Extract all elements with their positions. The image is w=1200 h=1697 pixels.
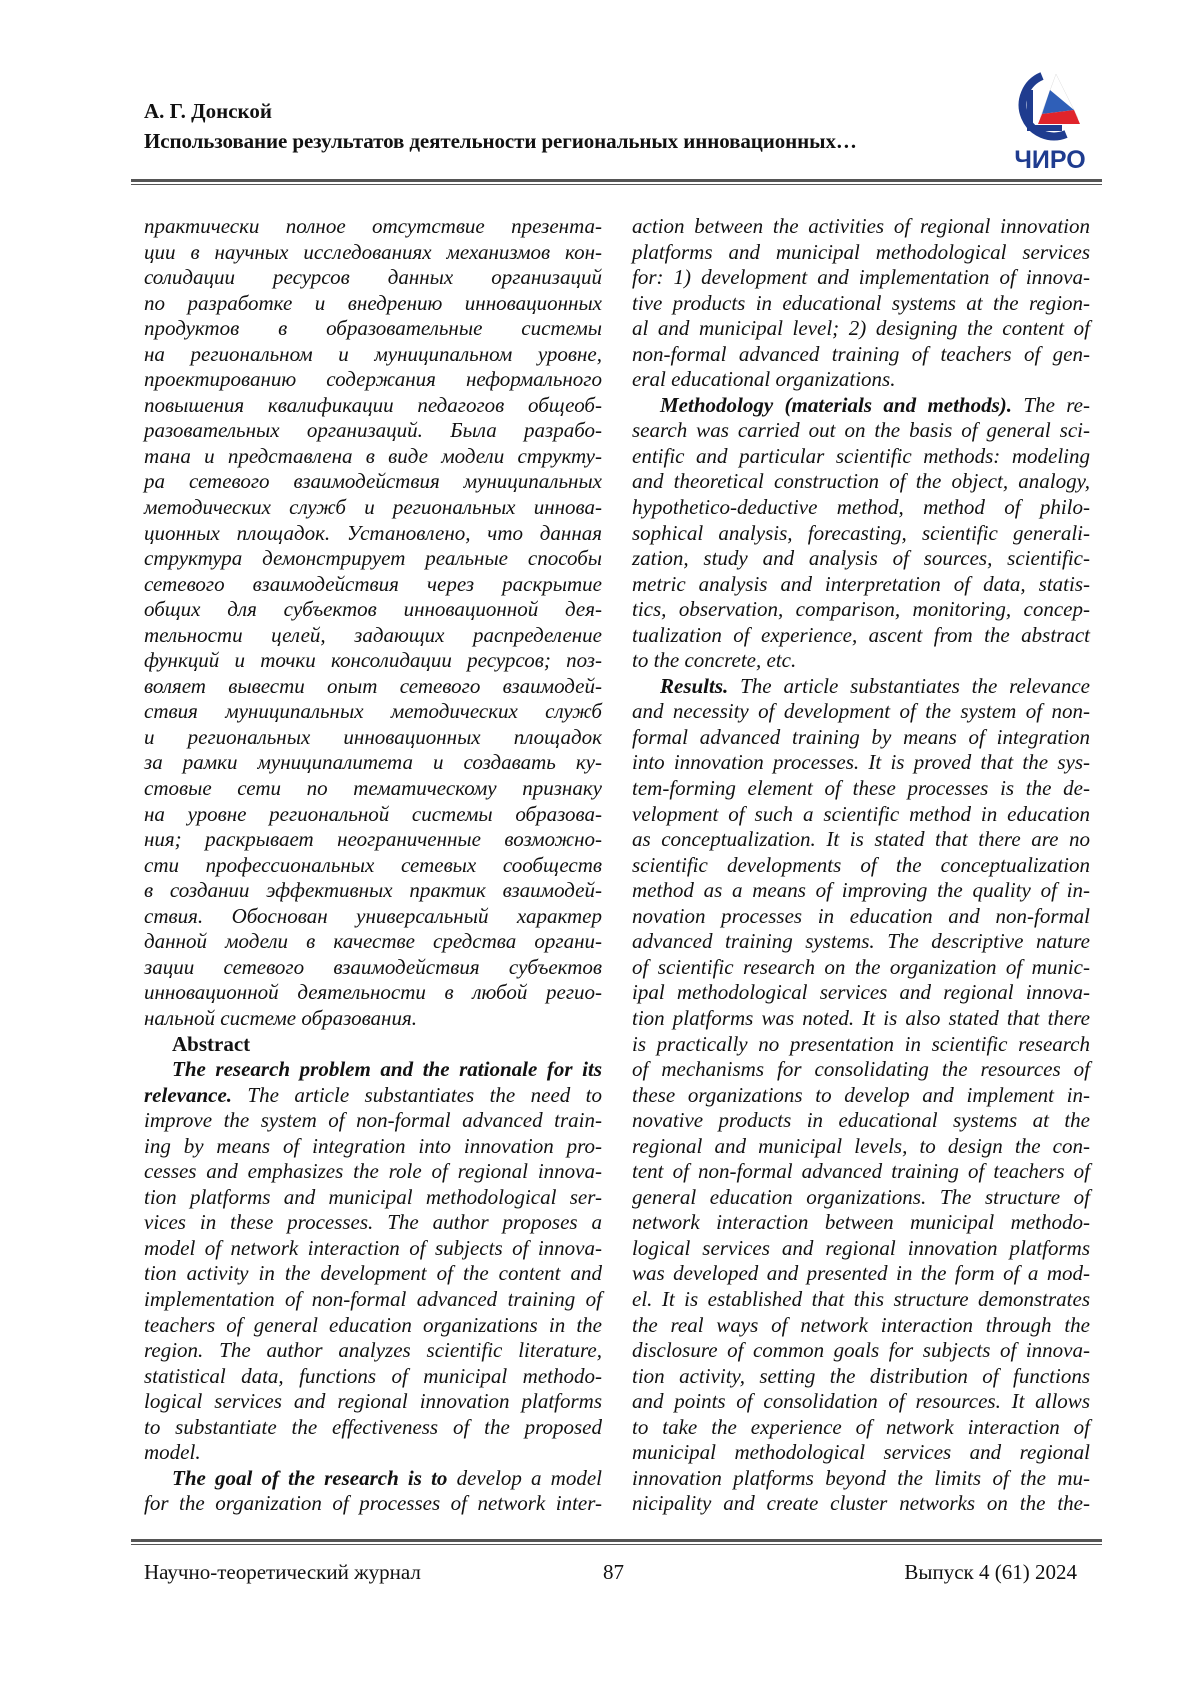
text-line xyxy=(632,1261,1090,1287)
text-run: методических служб и региональных иннова- xyxy=(144,495,602,519)
text-line xyxy=(632,648,1090,674)
text-line xyxy=(144,1185,602,1211)
text-line xyxy=(632,342,1090,368)
text-run: non-formal advanced training of teachers of gen- xyxy=(632,342,1090,366)
text-line xyxy=(144,1236,602,1262)
bold-lead-in: Methodology (materials and methods). xyxy=(660,393,1012,417)
bold-lead-in: The goal of the research is to xyxy=(172,1466,447,1490)
text-line xyxy=(632,929,1090,955)
text-run: municipal methodological services and regional xyxy=(632,1440,1090,1464)
text-line xyxy=(632,1491,1090,1517)
text-line xyxy=(144,1287,602,1313)
text-line xyxy=(144,1159,602,1185)
text-run: network interaction between municipal methodo- xyxy=(632,1210,1090,1234)
text-run: тельности целей, задающих распределение xyxy=(144,623,602,647)
text-line xyxy=(632,214,1090,240)
text-line xyxy=(632,1313,1090,1339)
text-run: воляет вывести опыт сетевого взаимодей- xyxy=(144,674,602,698)
text-line xyxy=(632,572,1090,598)
text-line xyxy=(144,418,602,444)
text-line xyxy=(144,367,602,393)
text-run: is practically no presentation in scientific research xyxy=(632,1032,1090,1056)
text-run: hypothetico-deductive method, method of philo- xyxy=(632,495,1090,519)
text-line xyxy=(144,1006,602,1032)
text-run: for: 1) development and implementation of innova- xyxy=(632,265,1090,289)
text-run: tualization of experience, ascent from the abstract xyxy=(632,623,1090,647)
text-line xyxy=(144,853,602,879)
text-line xyxy=(144,546,602,572)
text-run: to take the experience of network interaction of xyxy=(632,1415,1090,1439)
text-run: ствия. Обоснован универсальный характер xyxy=(144,904,602,928)
text-run: стовые сети по тематическому признаку xyxy=(144,776,602,800)
text-line xyxy=(632,316,1090,342)
text-line xyxy=(632,776,1090,802)
text-run: velopment of such a scientific method in education xyxy=(632,802,1090,826)
text-line xyxy=(144,904,602,930)
text-run: general education organizations. The structure of xyxy=(632,1185,1090,1209)
text-line xyxy=(632,1236,1090,1262)
text-line xyxy=(144,699,602,725)
text-line xyxy=(144,1134,602,1160)
text-run: практически полное отсутствие презента- xyxy=(144,214,602,238)
text-line xyxy=(632,904,1090,930)
text-line xyxy=(144,316,602,342)
text-run: в создании эффективных практик взаимодей- xyxy=(144,878,602,902)
text-run: проектированию содержания неформального xyxy=(144,367,602,391)
text-line xyxy=(144,469,602,495)
text-run: formal advanced training by means of integration xyxy=(632,725,1090,749)
text-line xyxy=(144,240,602,266)
text-line xyxy=(144,750,602,776)
text-line xyxy=(632,1415,1090,1441)
text-run: develop a model xyxy=(447,1466,602,1490)
text-line xyxy=(632,240,1090,266)
text-run: сти профессиональных сетевых сообществ xyxy=(144,853,602,877)
text-run: zation, study and analysis of sources, scientific- xyxy=(632,546,1090,570)
text-run: logical services and regional innovation platforms xyxy=(144,1389,602,1413)
text-run: these organizations to develop and implement in- xyxy=(632,1083,1090,1107)
text-run: region. The author analyzes scientific literature, xyxy=(144,1338,602,1362)
text-line xyxy=(144,1389,602,1415)
text-line xyxy=(632,393,1090,419)
text-run: statistical data, functions of municipal methodo- xyxy=(144,1364,602,1388)
text-run: зации сетевого взаимодействия субъектов xyxy=(144,955,602,979)
text-run: функций и точки консолидации ресурсов; поз- xyxy=(144,648,602,672)
text-run: инновационной деятельности в любой регио- xyxy=(144,980,602,1004)
text-line xyxy=(144,1313,602,1339)
text-line xyxy=(144,1466,602,1492)
text-run: method as a means of improving the quality of in- xyxy=(632,878,1090,902)
text-run: regional and municipal levels, to design the con- xyxy=(632,1134,1090,1158)
footer-rule xyxy=(131,1539,1102,1545)
text-line xyxy=(632,1108,1090,1134)
text-run: and theoretical construction of the object, analogy, xyxy=(632,469,1090,493)
text-run: model of network interaction of subjects of innova- xyxy=(144,1236,602,1260)
text-line xyxy=(632,367,1090,393)
text-run: Abstract xyxy=(172,1032,250,1056)
text-run: to the concrete, etc. xyxy=(632,648,796,672)
text-run: The re- xyxy=(1012,393,1090,417)
text-line xyxy=(144,648,602,674)
text-line xyxy=(144,776,602,802)
text-run: tent of non-formal advanced training of teachers of xyxy=(632,1159,1090,1183)
logo-wordmark: ЧИРО xyxy=(1014,146,1085,172)
text-line xyxy=(632,546,1090,572)
bold-lead-in: Results. xyxy=(660,674,728,698)
text-line xyxy=(144,393,602,419)
text-line xyxy=(632,878,1090,904)
text-run: нальной системе образования. xyxy=(144,1006,417,1030)
text-run: model. xyxy=(144,1440,201,1464)
text-run: novative products in educational systems at the xyxy=(632,1108,1090,1132)
text-line xyxy=(144,1108,602,1134)
text-line xyxy=(144,572,602,598)
text-line xyxy=(632,1134,1090,1160)
text-line xyxy=(632,495,1090,521)
text-run: innovation platforms beyond the limits of the mu- xyxy=(632,1466,1090,1490)
text-line xyxy=(632,699,1090,725)
text-line xyxy=(144,495,602,521)
text-run: search was carried out on the basis of general sci- xyxy=(632,418,1090,442)
text-run: tion platforms was noted. It is also stated that there xyxy=(632,1006,1090,1030)
text-line xyxy=(632,1057,1090,1083)
text-run: the real ways of network interaction through the xyxy=(632,1313,1090,1337)
text-line xyxy=(632,1440,1090,1466)
left-column xyxy=(144,214,602,1517)
text-run: platforms and municipal methodological services xyxy=(632,240,1090,264)
text-run: eral educational organizations. xyxy=(632,367,895,391)
text-run: disclosure of common goals for subjects of innova- xyxy=(632,1338,1090,1362)
footer-issue: Выпуск 4 (61) 2024 xyxy=(904,1560,1077,1585)
text-line xyxy=(632,418,1090,444)
running-header-title: Использование результатов деятельности региональных инновационных… xyxy=(144,129,857,154)
text-run: на региональном и муниципальном уровне, xyxy=(144,342,602,366)
text-run: tion activity, setting the distribution of functions xyxy=(632,1364,1090,1388)
text-line xyxy=(144,623,602,649)
text-run: cesses and emphasizes the role of regional innova- xyxy=(144,1159,602,1183)
text-line xyxy=(144,1440,602,1466)
text-run: al and municipal level; 2) designing the content of xyxy=(632,316,1090,340)
running-header-author: А. Г. Донской xyxy=(144,99,272,124)
text-run: ции в научных исследованиях механизмов кон- xyxy=(144,240,602,264)
text-line xyxy=(632,1159,1090,1185)
text-line xyxy=(144,802,602,828)
text-line xyxy=(144,342,602,368)
text-line xyxy=(632,802,1090,828)
right-column xyxy=(632,214,1090,1517)
text-line xyxy=(632,1287,1090,1313)
text-line xyxy=(632,623,1090,649)
text-run: metric analysis and interpretation of data, statis- xyxy=(632,572,1090,596)
text-line xyxy=(632,1389,1090,1415)
text-line xyxy=(144,929,602,955)
text-run: tics, observation, comparison, monitoring, concep- xyxy=(632,597,1090,621)
text-run: into innovation processes. It is proved that the sys- xyxy=(632,750,1090,774)
text-run: entific and particular scientific methods: modeling xyxy=(632,444,1090,468)
text-run: novation processes in education and non-formal xyxy=(632,904,1090,928)
text-line xyxy=(144,444,602,470)
text-line xyxy=(632,725,1090,751)
text-run: el. It is established that this structure demonstrates xyxy=(632,1287,1090,1311)
text-run: продуктов в образовательные системы xyxy=(144,316,602,340)
text-line xyxy=(144,980,602,1006)
text-line xyxy=(632,1006,1090,1032)
text-line xyxy=(632,980,1090,1006)
text-line xyxy=(632,1210,1090,1236)
text-line xyxy=(632,1466,1090,1492)
text-line xyxy=(144,1338,602,1364)
text-run: общих для субъектов инновационной дея- xyxy=(144,597,602,621)
text-run: to substantiate the effectiveness of the proposed xyxy=(144,1415,602,1439)
text-line xyxy=(632,444,1090,470)
text-line xyxy=(632,291,1090,317)
text-run: структура демонстрирует реальные способы xyxy=(144,546,602,570)
text-line xyxy=(144,521,602,547)
text-line xyxy=(632,955,1090,981)
text-line xyxy=(632,750,1090,776)
text-line xyxy=(632,827,1090,853)
text-run: солидации ресурсов данных организаций xyxy=(144,265,602,289)
text-run: The article substantiates the relevance xyxy=(728,674,1090,698)
text-line xyxy=(144,265,602,291)
text-run: and necessity of development of the system of non- xyxy=(632,699,1090,723)
text-line xyxy=(632,1083,1090,1109)
text-line xyxy=(144,725,602,751)
text-line xyxy=(632,521,1090,547)
text-line xyxy=(144,1364,602,1390)
text-run: за рамки муниципалитета и создавать ку- xyxy=(144,750,602,774)
text-run: teachers of general education organizations in the xyxy=(144,1313,602,1337)
text-line xyxy=(144,1261,602,1287)
text-line xyxy=(632,597,1090,623)
text-run: vices in these processes. The author proposes a xyxy=(144,1210,602,1234)
bold-lead-in: relevance. xyxy=(144,1083,232,1107)
page-number: 87 xyxy=(603,1560,624,1585)
text-run: тана и представлена в виде модели структу- xyxy=(144,444,602,468)
text-line xyxy=(144,1083,602,1109)
text-run: и региональных инновационных площадок xyxy=(144,725,602,749)
text-line xyxy=(632,853,1090,879)
text-run: tive products in educational systems at the region- xyxy=(632,291,1090,315)
text-run: данной модели в качестве средства органи- xyxy=(144,929,602,953)
text-line xyxy=(632,1032,1090,1058)
text-run: The article substantiates the need to xyxy=(232,1083,602,1107)
text-run: ра сетевого взаимодействия муниципальных xyxy=(144,469,602,493)
text-run: ipal methodological services and regional innova- xyxy=(632,980,1090,1004)
text-line xyxy=(144,955,602,981)
text-line xyxy=(632,265,1090,291)
text-run: по разработке и внедрению инновационных xyxy=(144,291,602,315)
text-run: advanced training systems. The descriptive nature xyxy=(632,929,1090,953)
text-run: implementation of non-formal advanced training of xyxy=(144,1287,602,1311)
text-run: of scientific research on the organization of munic- xyxy=(632,955,1090,979)
text-run: tion platforms and municipal methodological ser- xyxy=(144,1185,602,1209)
text-run: ing by means of integration into innovation pro- xyxy=(144,1134,602,1158)
text-line xyxy=(632,674,1090,700)
text-run: scientific developments of the conceptualization xyxy=(632,853,1090,877)
text-line xyxy=(144,597,602,623)
text-run: сетевого взаимодействия через раскрытие xyxy=(144,572,602,596)
chiro-logo xyxy=(1004,70,1096,172)
text-line xyxy=(144,674,602,700)
footer-journal: Научно-теоретический журнал xyxy=(144,1560,421,1585)
header-rule xyxy=(131,179,1102,185)
text-run: tion activity in the development of the content and xyxy=(144,1261,602,1285)
text-line xyxy=(632,469,1090,495)
text-run: for the organization of processes of network inter- xyxy=(144,1491,602,1515)
text-run: ционных площадок. Установлено, что данная xyxy=(144,521,602,545)
text-run: ствия муниципальных методических служб xyxy=(144,699,602,723)
text-line xyxy=(144,1415,602,1441)
text-line xyxy=(144,291,602,317)
text-line xyxy=(632,1364,1090,1390)
text-line xyxy=(144,1491,602,1517)
text-run: logical services and regional innovation platforms xyxy=(632,1236,1090,1260)
text-run: на уровне региональной системы образова- xyxy=(144,802,602,826)
text-run: action between the activities of regional innovation xyxy=(632,214,1090,238)
text-run: разовательных организаций. Была разрабо- xyxy=(144,418,602,442)
text-run: tem-forming element of these processes is the de- xyxy=(632,776,1090,800)
text-run: was developed and presented in the form of a mod- xyxy=(632,1261,1090,1285)
section-heading xyxy=(144,1032,602,1058)
text-run: of mechanisms for consolidating the resources of xyxy=(632,1057,1090,1081)
text-line xyxy=(144,1057,602,1083)
bold-lead-in: The research problem and the rationale for its xyxy=(172,1057,602,1081)
text-line xyxy=(632,1185,1090,1211)
text-line xyxy=(144,1210,602,1236)
text-line xyxy=(144,878,602,904)
text-run: ния; раскрывает неограниченные возможно- xyxy=(144,827,602,851)
text-run: improve the system of non-formal advanced train- xyxy=(144,1108,602,1132)
text-run: and points of consolidation of resources. It allows xyxy=(632,1389,1090,1413)
text-run: nicipality and create cluster networks on the the- xyxy=(632,1491,1090,1515)
text-line xyxy=(144,827,602,853)
text-run: sophical analysis, forecasting, scientific generali- xyxy=(632,521,1090,545)
text-line xyxy=(632,1338,1090,1364)
text-line xyxy=(144,214,602,240)
text-run: повышения квалификации педагогов общеоб- xyxy=(144,393,602,417)
text-run: as conceptualization. It is stated that there are no xyxy=(632,827,1090,851)
